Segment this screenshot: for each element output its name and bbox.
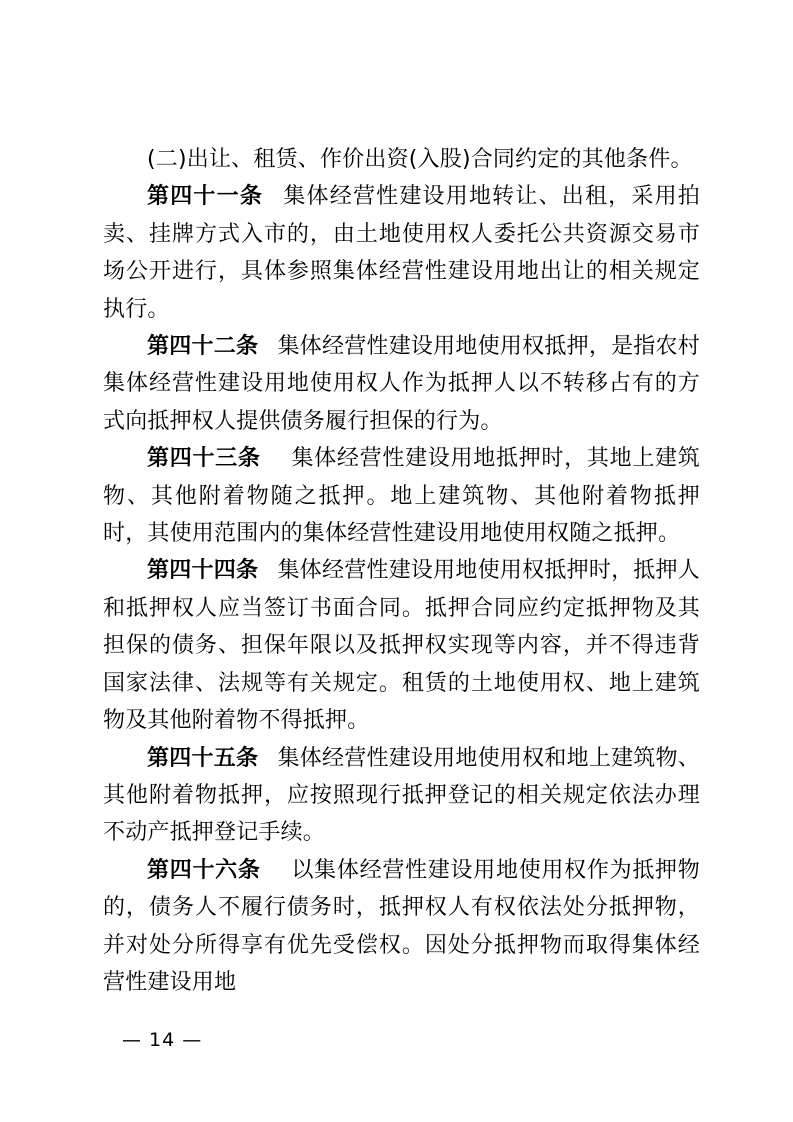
article-44-paragraph xyxy=(103,552,700,739)
article-45-number: 第四十五条 xyxy=(147,745,259,771)
document-body xyxy=(103,141,700,1001)
article-43-text: 集体经营性建设用地抵押时，其地上建筑物、其他附着物随之抵押。地上建筑物、其他附着物抵押时，其使用范围内的集体经营性建设用地使用权随之抵押。 xyxy=(103,446,700,547)
article-41-paragraph xyxy=(103,178,700,328)
article-42-number: 第四十二条 xyxy=(147,334,259,360)
article-45-paragraph xyxy=(103,740,700,852)
article-45-text: 集体经营性建设用地使用权和地上建筑物、其他附着物抵押，应按照现行抵押登记的相关规定依法办理不动产抵押登记手续。 xyxy=(103,745,700,846)
page-number: — 14 — xyxy=(122,1029,203,1051)
article-46-text: 以集体经营性建设用地使用权作为抵押物的，债务人不履行债务时，抵押权人有权依法处分抵押物，并对处分所得享有优先受偿权。因处分抵押物而取得集体经营性建设用地 xyxy=(103,857,700,995)
intro-clause-paragraph xyxy=(103,141,700,178)
article-46-number: 第四十六条 xyxy=(147,857,261,883)
article-43-number: 第四十三条 xyxy=(147,446,261,472)
article-44-text: 集体经营性建设用地使用权抵押时，抵押人和抵押权人应当签订书面合同。抵押合同应约定抵押物及其担保的债务、担保年限以及抵押权实现等内容，并不得违背国家法律、法规等有关规定。租赁的土地使用权、地上建筑物及其他附着物不得抵押。 xyxy=(103,558,700,734)
article-46-paragraph xyxy=(103,852,700,1002)
article-44-number: 第四十四条 xyxy=(147,558,259,584)
article-41-number: 第四十一条 xyxy=(147,184,264,210)
intro-clause-text: (二)出让、租赁、作价出资(入股)合同约定的其他条件。 xyxy=(147,147,693,172)
article-43-paragraph xyxy=(103,440,700,552)
article-41-text: 集体经营性建设用地转让、出租，采用拍卖、挂牌方式入市的，由土地使用权人委托公共资源交易市场公开进行，具体参照集体经营性建设用地出让的相关规定执行。 xyxy=(103,184,700,322)
article-42-text: 集体经营性建设用地使用权抵押，是指农村集体经营性建设用地使用权人作为抵押人以不转移占有的方式向抵押权人提供债务履行担保的行为。 xyxy=(103,334,700,434)
article-42-paragraph xyxy=(103,328,700,440)
